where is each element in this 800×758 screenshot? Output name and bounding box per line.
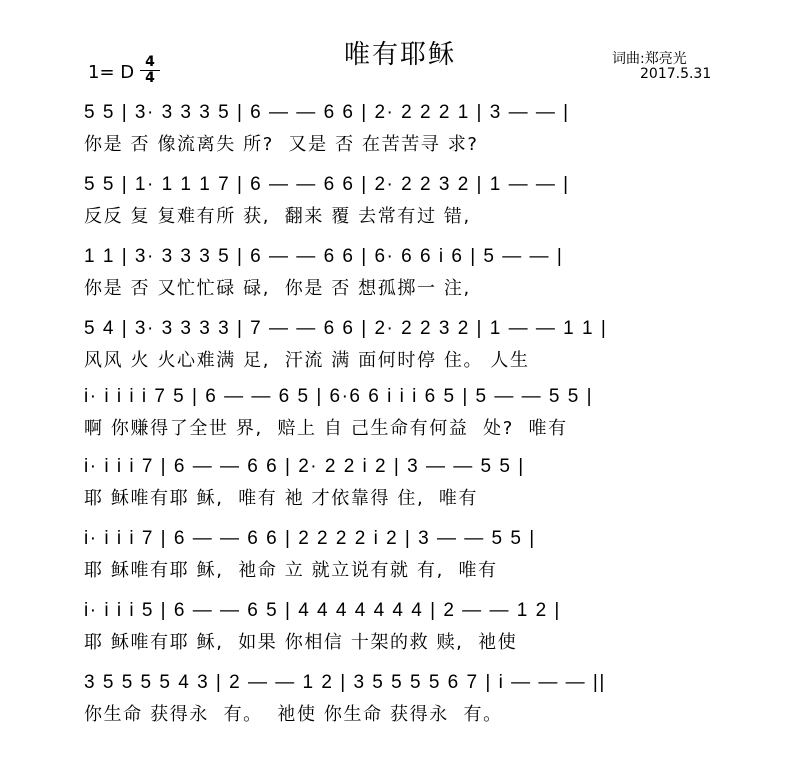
time-signature-top: 4 bbox=[140, 56, 160, 71]
notation: 5 5 | 3· 3 3 3 5 | 6 — — 6 6 | 2· 2 2 2 1 | 3 — — | bbox=[84, 102, 570, 123]
lyrics: 啊 你赚得了全世 界, 赔上 自 己生命有何益 处? 唯有 bbox=[84, 418, 568, 439]
key-signature: 1= D bbox=[88, 62, 135, 83]
lyrics: 反反 复 复难有所 获, 翻来 覆 去常有过 错, bbox=[84, 206, 471, 227]
lyrics: 耶 稣唯有耶 稣, 唯有 祂 才依靠得 住, 唯有 bbox=[84, 488, 479, 509]
notation: i· i i i 5 | 6 — — 6 5 | 4 4 4 4 4 4 4 | 2 — — 1 2 | bbox=[84, 600, 561, 621]
lyrics: 你是 否 又忙忙碌 碌, 你是 否 想孤掷一 注, bbox=[84, 278, 471, 299]
notation: 3 5 5 5 5 4 3 | 2 — — 1 2 | 3 5 5 5 5 6 7 | i — — — || bbox=[84, 672, 606, 693]
notation: 1 1 | 3· 3 3 3 5 | 6 — — 6 6 | 6· 6 6 i 6 | 5 — — | bbox=[84, 246, 564, 267]
notation: 5 4 | 3· 3 3 3 3 | 7 — — 6 6 | 2· 2 2 3 2 | 1 — — 1 1 | bbox=[84, 318, 608, 339]
lyrics: 风风 火 火心难满 足, 汗流 满 面何时停 住。 人生 bbox=[84, 350, 530, 371]
notation: i· i i i 7 | 6 — — 6 6 | 2 2 2 2 i 2 | 3 — — 5 5 | bbox=[84, 528, 536, 549]
notation: 5 5 | 1· 1 1 1 7 | 6 — — 6 6 | 2· 2 2 3 2 | 1 — — | bbox=[84, 174, 570, 195]
notation: i· i i i i 7 5 | 6 — — 6 5 | 6·6 6 i i i 6 5 | 5 — — 5 5 | bbox=[84, 386, 594, 407]
song-title: 唯有耶稣 bbox=[343, 40, 456, 70]
composer-credit: 词曲:郑亮光 bbox=[612, 51, 687, 67]
lyrics: 耶 稣唯有耶 稣, 祂命 立 就立说有就 有, 唯有 bbox=[84, 560, 498, 581]
notation: i· i i i 7 | 6 — — 6 6 | 2· 2 2 i 2 | 3 — — 5 5 | bbox=[84, 456, 525, 477]
time-signature-bottom: 4 bbox=[145, 70, 155, 86]
lyrics: 你生命 获得永 有。 祂使 你生命 获得永 有。 bbox=[84, 704, 503, 725]
lyrics: 你是 否 像流离失 所? 又是 否 在苦苦寻 求? bbox=[84, 134, 479, 155]
lyrics: 耶 稣唯有耶 稣, 如果 你相信 十架的救 赎, 祂使 bbox=[84, 632, 518, 653]
composition-date: 2017.5.31 bbox=[640, 66, 712, 82]
